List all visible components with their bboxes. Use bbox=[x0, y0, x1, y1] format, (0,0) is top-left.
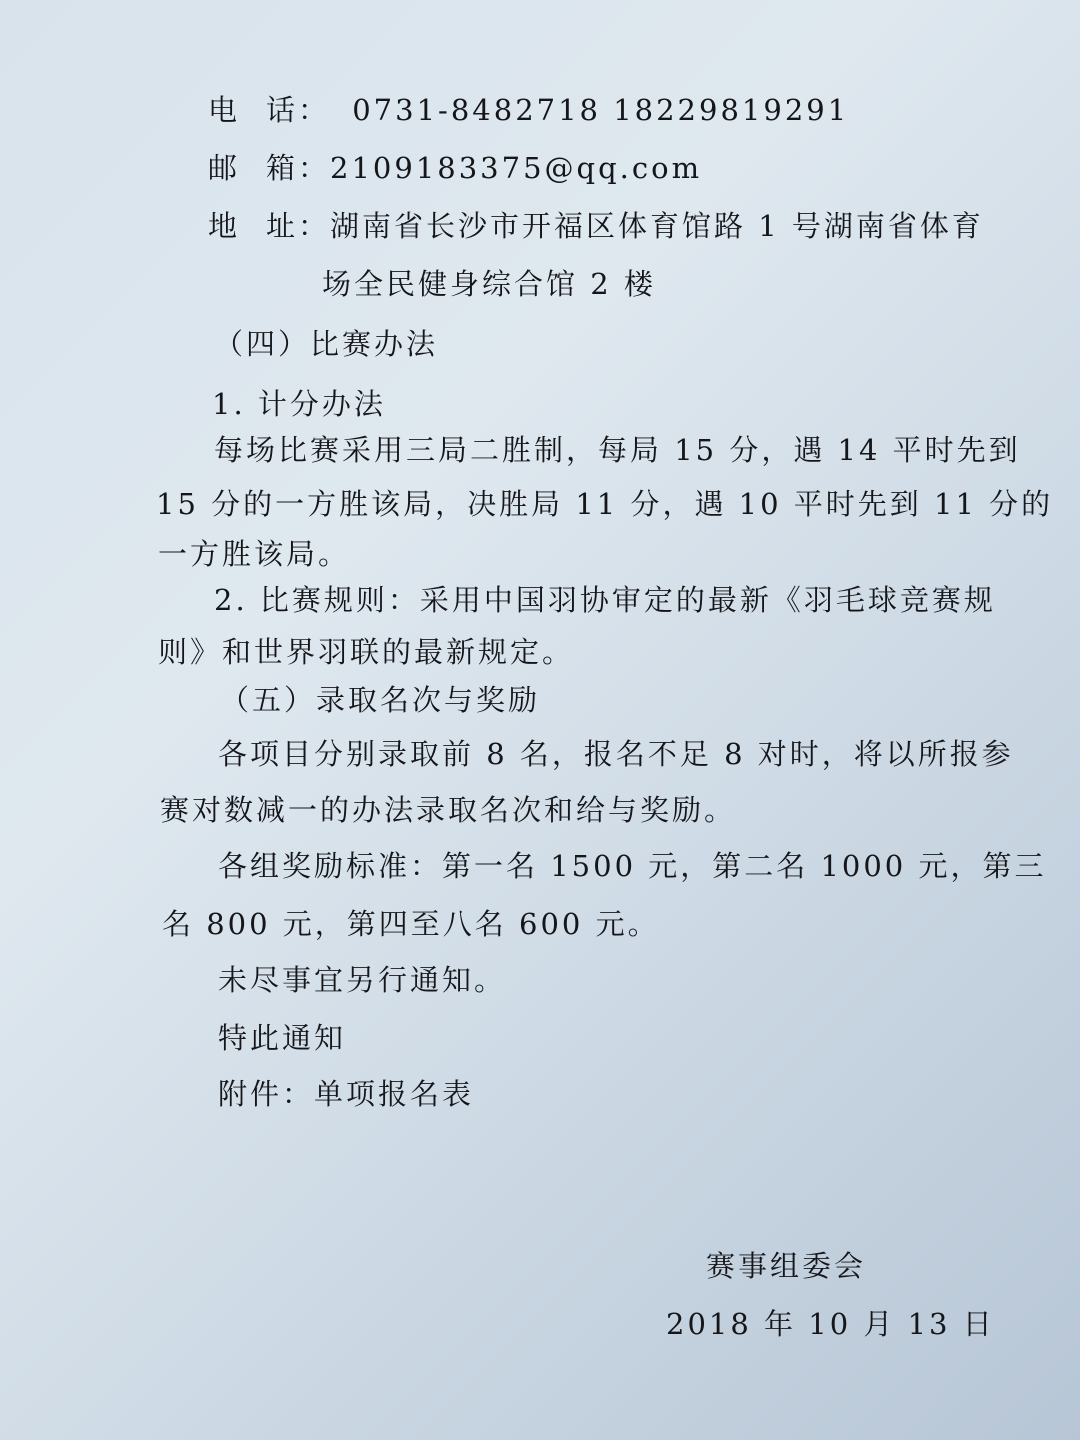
section4-item1-line2: 15 分的一方胜该局，决胜局 11 分，遇 10 平时先到 11 分的 bbox=[156, 487, 1054, 521]
closing-note: 未尽事宜另行通知。 bbox=[218, 963, 507, 997]
phone-value: 0731-8482718 18229819291 bbox=[352, 93, 850, 127]
section4-item2-line2: 则》和世界羽联的最新规定。 bbox=[158, 635, 575, 669]
address-line-1 bbox=[208, 209, 984, 243]
signature-date: 2018 年 10 月 13 日 bbox=[666, 1307, 995, 1341]
section4-item1-line3: 一方胜该局。 bbox=[158, 537, 351, 571]
closing-notice: 特此通知 bbox=[218, 1021, 347, 1055]
email-value: 2109183375@qq.com bbox=[330, 151, 703, 185]
address-line-2: 场全民健身综合馆 2 楼 bbox=[322, 267, 656, 301]
address-label-b: 址： bbox=[266, 209, 331, 243]
section5-para2-line2: 名 800 元，第四至八名 600 元。 bbox=[162, 907, 660, 941]
address-value-1: 湖南省长沙市开福区体育馆路 1 号湖南省体育 bbox=[330, 209, 984, 243]
section5-heading: （五）录取名次与奖励 bbox=[220, 683, 541, 717]
email-line bbox=[208, 151, 703, 185]
section4-item1-line1: 每场比赛采用三局二胜制，每局 15 分，遇 14 平时先到 bbox=[214, 433, 1021, 467]
section5-para1-line1: 各项目分别录取前 8 名，报名不足 8 对时，将以所报参 bbox=[218, 737, 1014, 771]
email-label-a: 邮 bbox=[208, 151, 241, 185]
section5-para2-line1: 各组奖励标准：第一名 1500 元，第二名 1000 元，第三 bbox=[218, 849, 1047, 883]
section5-para1-line2: 赛对数减一的办法录取名次和给与奖励。 bbox=[160, 793, 737, 827]
phone-label-b: 话： bbox=[266, 93, 331, 127]
signature-org: 赛事组委会 bbox=[706, 1249, 867, 1283]
attachment-line: 附件：单项报名表 bbox=[218, 1077, 475, 1111]
email-label-b: 箱： bbox=[266, 151, 331, 185]
section4-item2-line1: 2. 比赛规则：采用中国羽协审定的最新《羽毛球竞赛规 bbox=[214, 583, 996, 617]
phone-line bbox=[208, 93, 850, 127]
phone-label-a: 电 bbox=[208, 93, 241, 127]
section4-item1-title: 1. 计分办法 bbox=[212, 387, 386, 421]
section4-heading: （四）比赛办法 bbox=[214, 327, 439, 361]
address-label-a: 地 bbox=[208, 209, 241, 243]
